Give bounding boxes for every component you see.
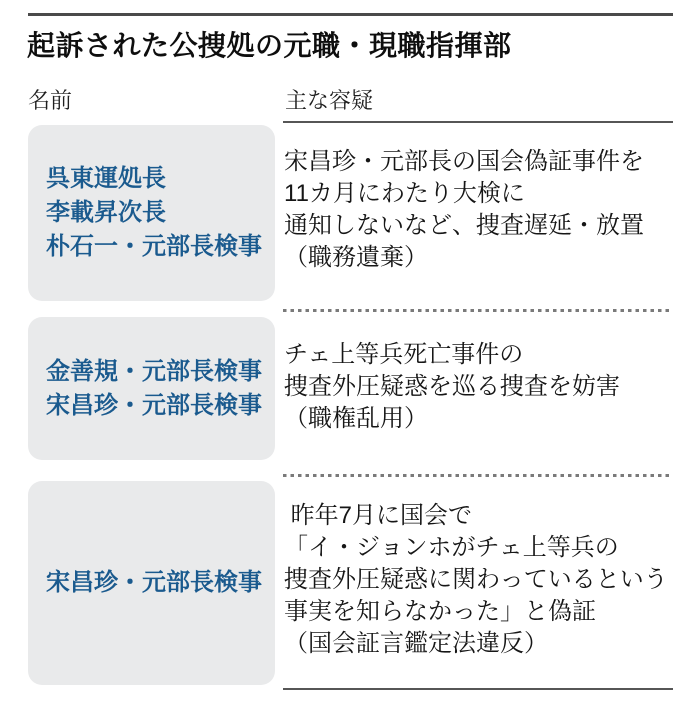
charge-text-line: 通知しないなど、捜査遅延・放置 <box>284 212 644 239</box>
charge-cell-row-3 <box>284 500 696 660</box>
row-separator-dotted <box>283 474 673 477</box>
person-name: 呉東運処長 <box>46 165 166 192</box>
charge-text-line: （国会証言鑑定法違反） <box>284 630 548 657</box>
charge-text-line: 宋昌珍・元部長の国会偽証事件を <box>284 148 644 175</box>
charge-column-header-rule <box>283 121 673 123</box>
title-top-rule <box>28 13 673 16</box>
row-separator-dotted <box>283 309 673 312</box>
person-name: 宋昌珍・元部長検事 <box>46 569 262 596</box>
charge-text-line: 11カ月にわたり大検に <box>284 180 525 207</box>
charge-cell-row-2 <box>284 339 696 435</box>
column-header-charge: 主な容疑 <box>285 88 374 113</box>
charge-text-line: チェ上等兵死亡事件の <box>284 341 524 368</box>
charge-text-line: 捜査外圧疑惑を巡る捜査を妨害 <box>284 373 620 400</box>
column-header-name: 名前 <box>28 88 73 113</box>
figure-title: 起訴された公捜処の元職・現職指揮部 <box>27 30 512 61</box>
name-cell-row-3 <box>28 481 275 685</box>
charge-text-line: 「イ・ジョンホがチェ上等兵の <box>284 534 619 561</box>
person-name: 宋昌珍・元部長検事 <box>46 391 262 419</box>
charge-text-line: 捜査外圧疑惑に関わっているという <box>284 566 668 593</box>
name-cell-row-1 <box>28 125 275 301</box>
person-name: 朴石一・元部長検事 <box>46 233 262 260</box>
charge-text-line: （職務遺棄） <box>284 244 428 271</box>
charge-text-line: （職権乱用） <box>284 405 428 432</box>
charge-text-line: 昨年7月に国会で <box>284 502 473 529</box>
table-bottom-rule <box>283 688 673 690</box>
person-name: 金善規・元部長検事 <box>46 357 262 385</box>
name-cell-row-2 <box>28 317 275 460</box>
person-name: 李載昇次長 <box>46 199 166 226</box>
charge-text-line: 事実を知らなかった」と偽証 <box>284 598 596 625</box>
charge-cell-row-1 <box>284 146 696 274</box>
